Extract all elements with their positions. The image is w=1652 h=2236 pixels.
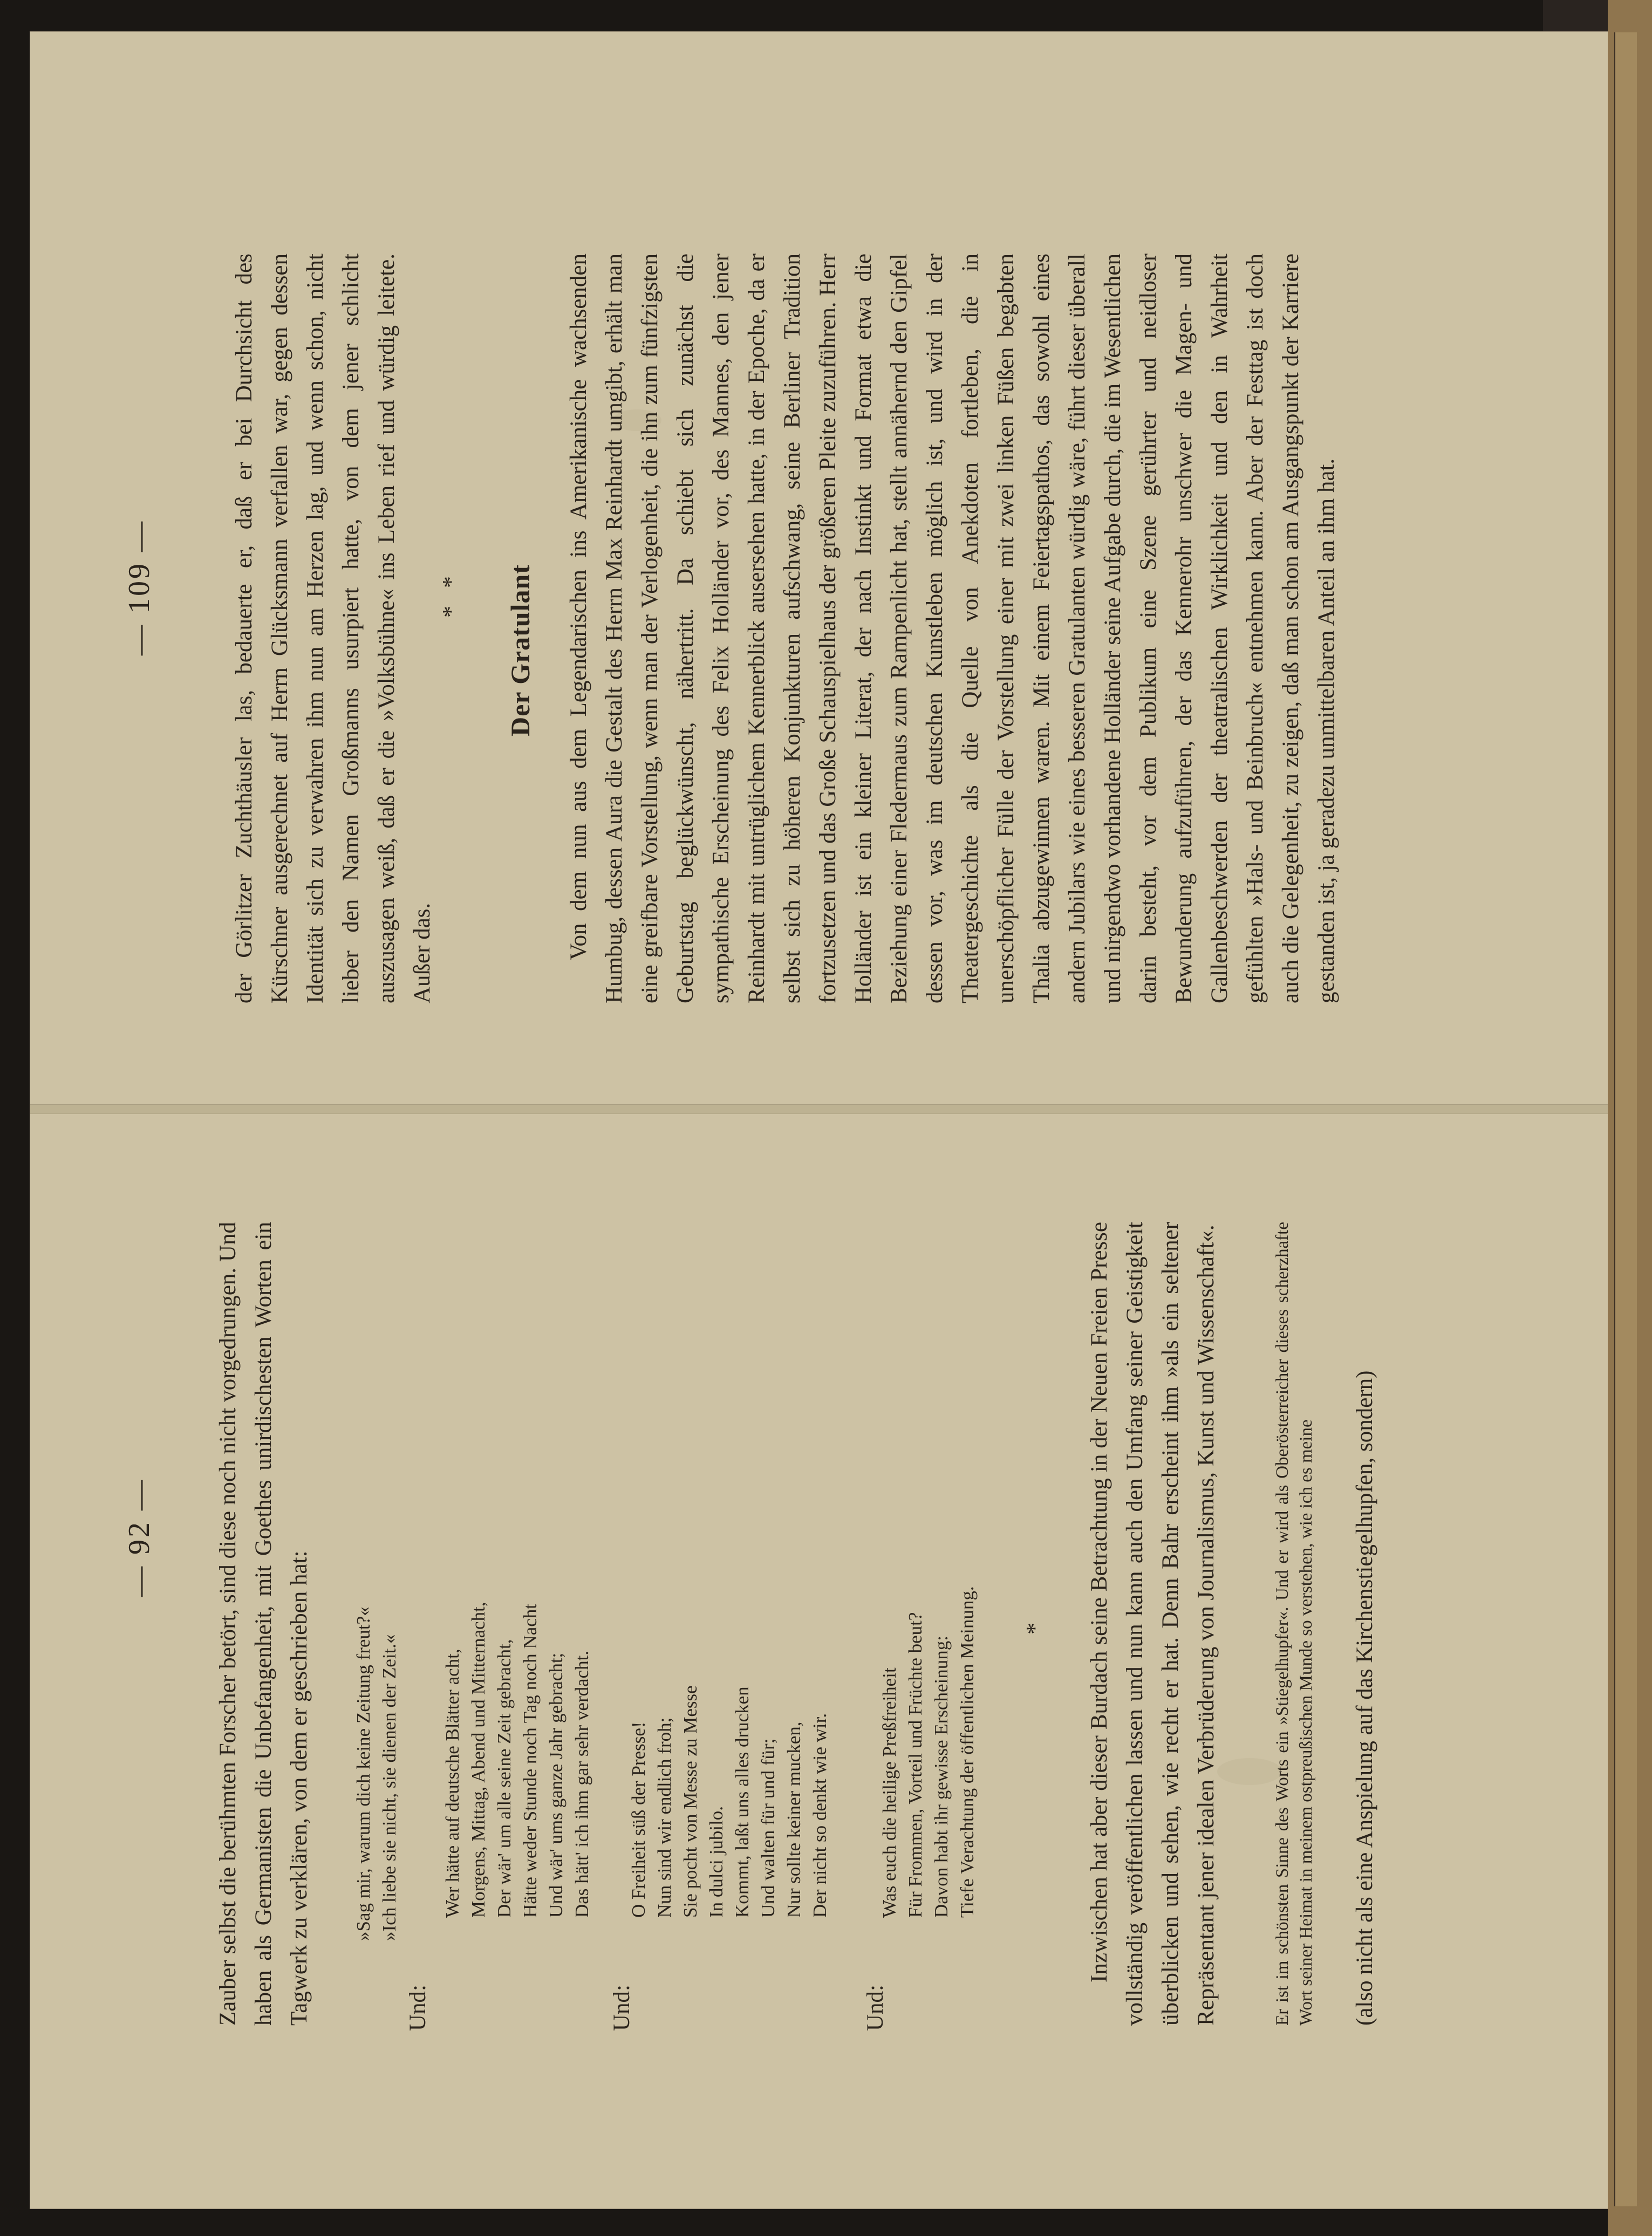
center-fold [30, 1104, 1608, 1114]
verse-line: Der nicht so denkt wie wir. [809, 1713, 830, 1918]
verse-line: Und wär' ums ganze Jahr gebracht; [545, 1652, 566, 1918]
section-heading: Der Gratulant [505, 564, 535, 736]
burdach-paragraph [1082, 1222, 1224, 2026]
intro-paragraph: Zauber selbst die berühmten Forscher betört, sind diese noch nicht vorgedrungen. Und haben als Germanisten die Unbefangenheit, mit Goethes unirdischesten Worten ein Tagwerk zu verklären, von dem er geschrieben hat: [215, 1222, 312, 2026]
burdach-text: Inzwischen hat aber dieser Burdach seine Betrachtung in der Neuen Freien Presse vollständig veröffentlichen lassen und nun kann auch den Umfang seiner Geistigkeit überblicken und sehen, wie recht er hat. Denn Bahr erscheint ihm »als ein seltener Repräsentant jener idealen Verbrüderung von Journalismus, Kunst und Wissenschaft«. [1087, 1222, 1219, 2026]
section-stars: * * [438, 576, 464, 618]
quote-line: »Sag mir, warum dich keine Zeitung freut?« [353, 1606, 374, 1941]
verse-line: Tiefe Verachtung der öffentlichen Meinung. [957, 1586, 978, 1918]
und-label-2: Und: [609, 1985, 634, 2031]
quote-line: »Ich liebe sie nicht, sie dienen der Zeit.« [379, 1634, 400, 1941]
goerlitz-paragraph: der Görlitzer Zuchthäusler las, bedauerte er, daß er bei Durchsicht des Kürschner ausgerechnet auf Herrn Glücksmann verfallen war, gegen dessen Identität sich zu verwahren ihm nun am Herzen lag, und wenn schon, nicht lieber den Namen Großmanns usurpiert hatte, von dem jener schlicht auszusagen weiß, daß er die »Volksbühne« ins Leben rief und würdig leitete. Außer das. [231, 254, 435, 1003]
verse-line: Hätte weder Stunde noch Tag noch Nacht [520, 1604, 541, 1918]
und-label-3: Und: [863, 1985, 888, 2031]
verse-line: Für Frommen, Vorteil und Früchte beut? [905, 1612, 926, 1918]
verse-meinung [877, 1486, 980, 1918]
gratulant-text: Von dem nun aus dem Legendarischen ins Amerikanische wachsenden Humbug, dessen Aura die Gestalt des Herrn Max Reinhardt umgibt, erhält man eine greifbare Vorstellung, wenn man der Verlogenheit, die ihn zum fünfzigsten Geburtstag beglückwünscht, nähertritt. Da schiebt sich zunächst die sympathische Erscheinung des Felix Holländer vor, des Mannes, den jener Reinhardt mit untrüglichem Kennerblick ausersehen hatte, in der Epoche, da er selbst sich zu höheren Konjunkturen aufschwang, seine Berliner Tradition fortzusetzen und das Große Schauspielhaus der größeren Pleite zuzuführen. Herr Holländer ist ein kleiner Literat, der nach Instinkt und Format etwa die Beziehung einer Fledermaus zum Rampenlicht hat, stellt annähernd den Gipfel dessen vor, was im deutschen Kunstleben möglich ist, und wird in der Theatergeschichte als die Quelle von Anekdoten fortleben, die in unerschöpflicher Fülle der Vorstellung einer mit zwei linken Füßen begabten Thalia abzugewinnen waren. Mit einem Feiertagspathos, das sowohl eines andern Jubilars wie eines besseren Gratulanten würdig wäre, führt dieser überall und nirgendwo vorhandene Holländer seine Aufgabe durch, die im Wesentlichen darin besteht, vor dem Publikum eine Szene gerührter und neidloser Bewunderung aufzuführen, der das Kennerohr unschwer die Magen- und Gallenbeschwerden der theatralischen Wirklichkeit und den in Wahrheit gefühlten »Hals- und Beinbruch« entnehmen kann. Aber der Festtag ist doch auch die Gelegenheit, zu zeigen, daß man schon am Ausgangspunkt der Karriere gestanden ist, ja geradezu unmittelbaren Anteil an ihm hat. [566, 254, 1339, 1003]
binding-spine [1614, 32, 1637, 2206]
goethe-quote [351, 1563, 402, 1941]
verse-line: Und walten für und für; [757, 1738, 779, 1918]
verse-line: O Freiheit süß der Presse! [628, 1721, 649, 1918]
verse-line: Nur sollte keiner mucken, [783, 1721, 804, 1918]
verse-line: Der wär' um alle seine Zeit gebracht, [494, 1639, 515, 1918]
page-number: — 109 — [122, 519, 156, 655]
verse-line: Morgens, Mittag, Abend und Mitternacht, [468, 1602, 489, 1918]
verse-line: Was euch die heilige Preßfreiheit [879, 1667, 900, 1918]
scanner-edge [1543, 0, 1608, 31]
gratulant-paragraph [561, 254, 1344, 1003]
verse-line: Wer hätte auf deutsche Blätter acht, [442, 1649, 463, 1918]
verse-line: Nun sind wir endlich froh; [654, 1717, 675, 1918]
verse-blaetter [440, 1540, 595, 1918]
verse-line: Sie pocht von Messe zu Messe [680, 1685, 701, 1918]
verse-line: In dulci jubilo. [706, 1806, 727, 1918]
verse-line: Davon habt ihr gewisse Erscheinung: [931, 1636, 952, 1918]
und-label-1: Und: [405, 1985, 431, 2031]
verse-line: Das hätt' ich ihm gar sehr verdacht. [571, 1650, 592, 1918]
verse-pressfreiheit [626, 1540, 833, 1918]
page-number: — 92 — [122, 1478, 156, 1597]
verse-line: Kommt, laßt uns alles drucken [732, 1686, 753, 1918]
footnote: Er ist im schönsten Sinne des Worts ein »Stiegelhupfer«. Und er wird als Oberösterreicher dieses scherzhafte Wort seiner Heimat in meinem ostpreußischen Munde so verstehen, wie ich es meine [1273, 1222, 1316, 2026]
closing-line: (also nicht als eine Anspielung auf das Kirchenstiegelhupfen, sondern) [1352, 1370, 1377, 2026]
section-asterisk: * [1021, 1623, 1048, 1635]
